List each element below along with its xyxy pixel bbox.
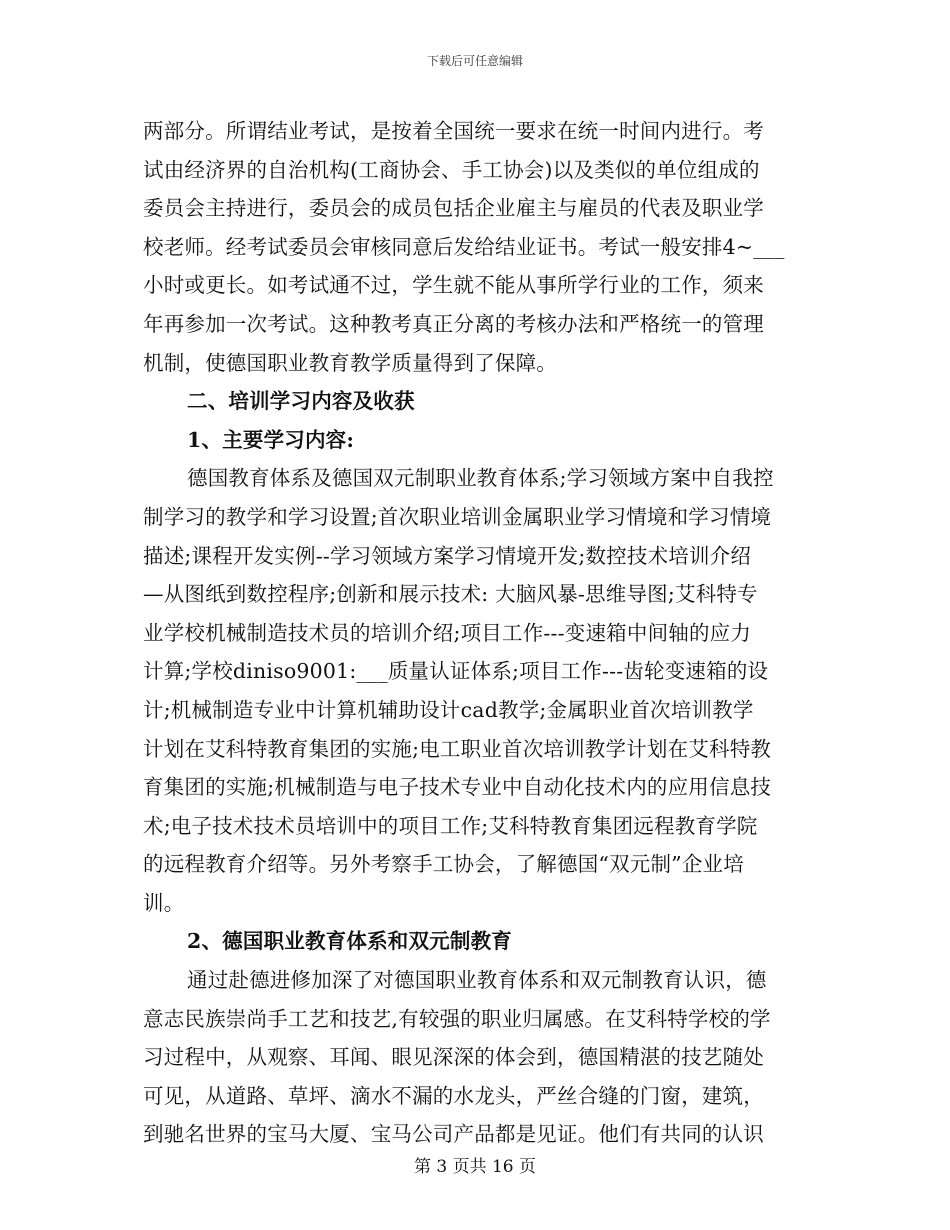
body-line: 机制，使德国职业教育教学质量得到了保障。	[143, 350, 557, 375]
body-line: 业学校机械制造技术员的培训介绍;项目工作---变速箱中间轴的应力	[143, 620, 752, 645]
subsection-heading: 1、主要学习内容:	[187, 427, 355, 452]
body-line: 年再参加一次考试。这种教考真正分离的考核办法和严格统一的管理	[143, 311, 764, 336]
body-line: —从图纸到数控程序;创新和展示技术: 大脑风暴-思维导图;艾科特专	[143, 582, 758, 607]
body-line: 习过程中，从观察、耳闻、眼见深深的体会到，德国精湛的技艺随处	[143, 1045, 764, 1070]
body-line: 意志民族崇尚手工艺和技艺,有较强的职业归属感。在艾科特学校的学	[143, 1006, 771, 1031]
body-line: 可见，从道路、草坪、滴水不漏的水龙头，严丝合缝的门窗，建筑，	[143, 1083, 764, 1108]
body-line: 德国教育体系及德国双元制职业教育体系;学习领域方案中自我控	[187, 466, 774, 491]
page-header: 下载后可任意编辑	[426, 54, 523, 68]
body-line: 育集团的实施;机械制造与电子技术专业中自动化技术内的应用信息技	[143, 775, 772, 800]
body-line: 小时或更长。如考试通不过，学生就不能从事所学行业的工作，须来	[143, 273, 764, 298]
page-footer: 第 3 页共 16 页	[413, 1157, 537, 1177]
body-line: 计划在艾科特教育集团的实施;电工职业首次培训教学计划在艾科特教	[143, 736, 772, 761]
body-line: 计;机械制造专业中计算机辅助设计cad教学;金属职业首次培训教学	[143, 697, 754, 722]
body-line: 的远程教育介绍等。另外考察手工协会，了解德国“双元制”企业培	[143, 852, 744, 877]
body-line: 通过赴德进修加深了对德国职业教育体系和双元制教育认识，德	[187, 968, 767, 993]
body-line: 两部分。所谓结业考试，是按着全国统一要求在统一时间内进行。考	[143, 119, 764, 143]
body-line: 描述;课程开发实例--学习领域方案学习情境开发;数控技术培训介绍	[143, 543, 752, 568]
body-line: 计算;学校diniso9001:___质量认证体系;项目工作---齿轮变速箱的设	[143, 659, 769, 684]
body-line: 校老师。经考试委员会审核同意后发给结业证书。考试一般安排4~___	[143, 234, 785, 259]
body-line: 到驰名世界的宝马大厦、宝马公司产品都是见证。他们有共同的认识	[143, 1122, 764, 1147]
document-body	[143, 112, 811, 1154]
body-line: 术;电子技术技术员培训中的项目工作;艾科特教育集团远程教育学院	[143, 813, 758, 838]
body-line: 训。	[143, 890, 185, 915]
body-line: 试由经济界的自治机构(工商协会、手工协会)以及类似的单位组成的	[143, 157, 760, 182]
section-heading: 二、培训学习内容及收获	[187, 389, 415, 414]
subsection-heading: 2、德国职业教育体系和双元制教育	[187, 929, 512, 954]
body-line: 委员会主持进行，委员会的成员包括企业雇主与雇员的代表及职业学	[143, 196, 764, 221]
body-line: 制学习的教学和学习设置;首次职业培训金属职业学习情境和学习情境	[143, 504, 772, 529]
